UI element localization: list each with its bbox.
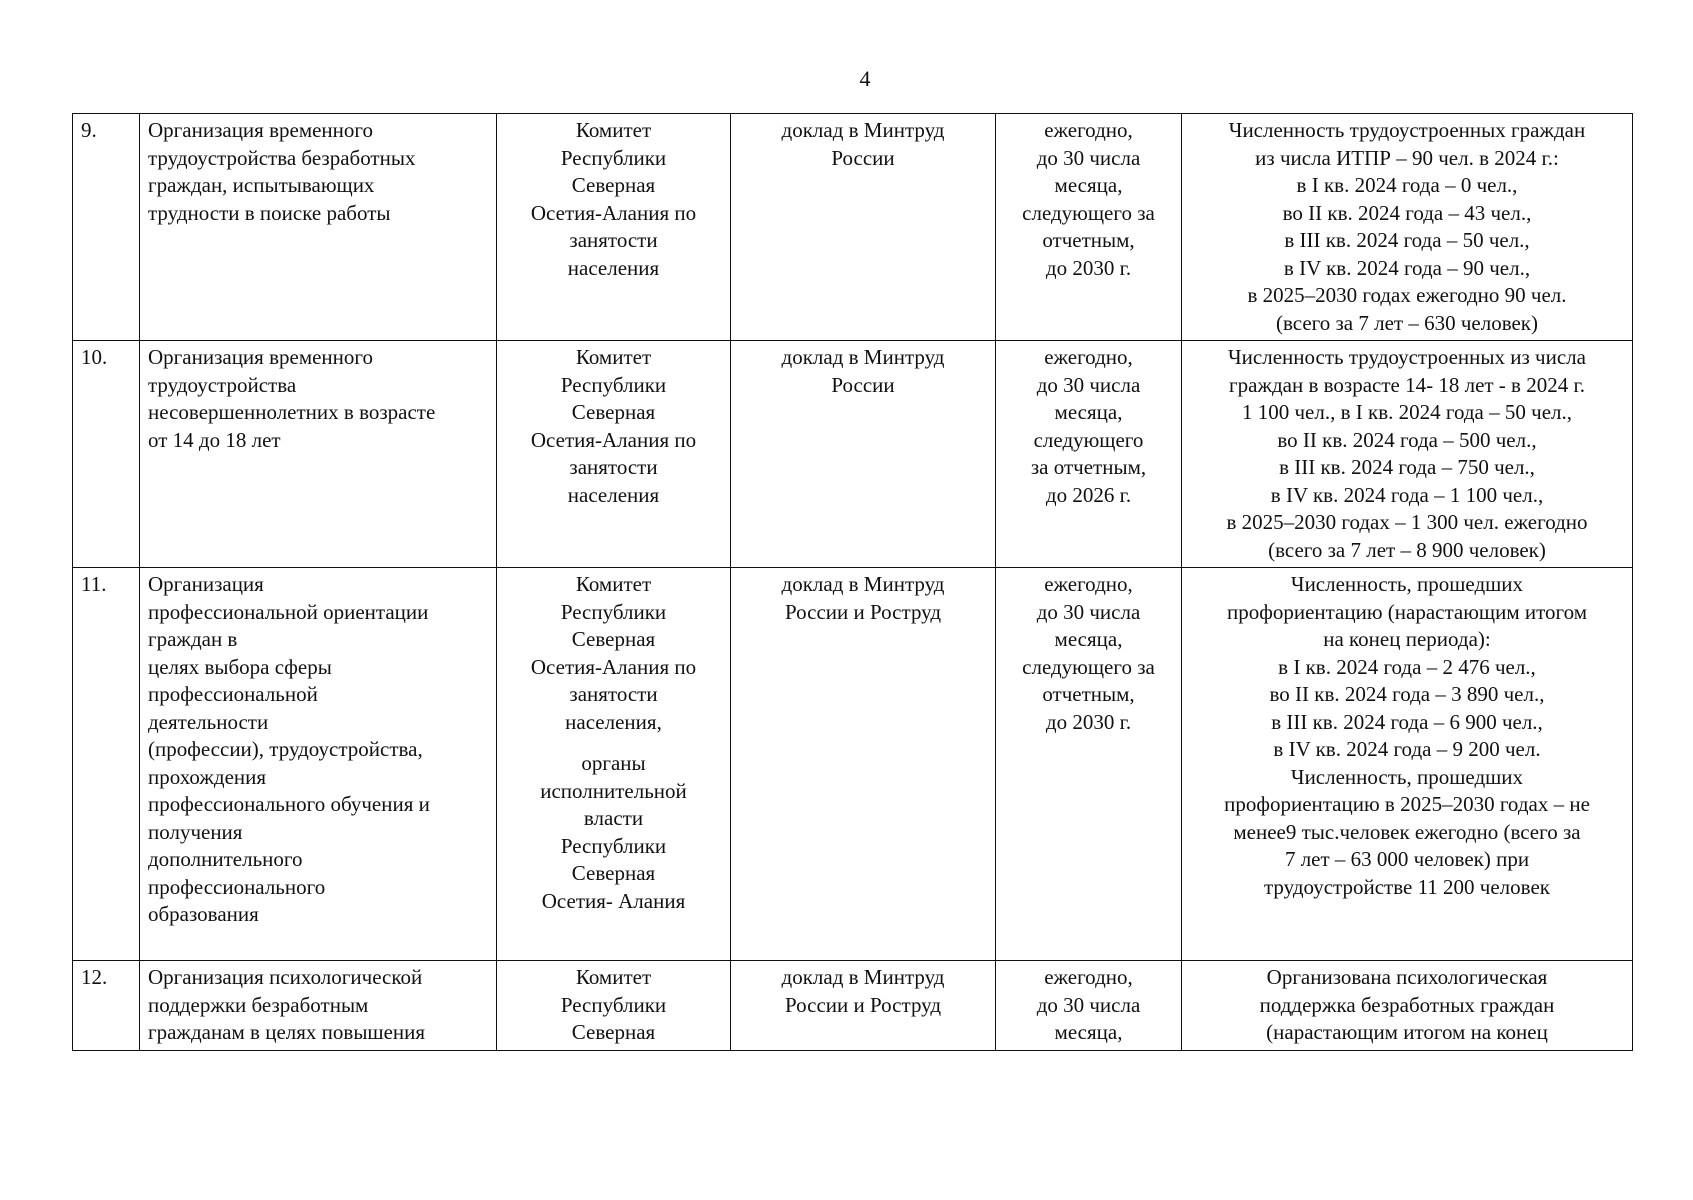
row-number: 12.: [73, 961, 140, 1051]
responsible-cell-line: Осетия-Алания по: [530, 200, 697, 225]
responsible-cell: [497, 568, 731, 961]
event-cell-line: Организация психологической: [148, 965, 423, 989]
deadline-cell-line: до 30 числа: [1036, 599, 1141, 624]
event-cell: [140, 568, 497, 961]
event-cell-line: несовершеннолетних в возрасте: [148, 400, 436, 424]
row-number: 10.: [73, 341, 140, 568]
deadline-cell-line: до 2026 г.: [1045, 482, 1132, 507]
result-cell-line: (всего за 7 лет – 630 человек): [1275, 310, 1539, 335]
deadline-cell: [996, 341, 1182, 568]
event-cell-line: профессиональной ориентации: [148, 599, 429, 624]
reporting-cell-line: доклад в Минтруд: [781, 572, 945, 596]
reporting-cell-line: России: [831, 372, 895, 397]
result-cell-line: в IV кв. 2024 года – 9 200 чел.: [1273, 737, 1541, 761]
reporting-cell-line: доклад в Минтруд: [781, 118, 945, 142]
result-cell-line: в III кв. 2024 года – 50 чел.,: [1284, 228, 1530, 252]
measures-table: [72, 113, 1633, 1051]
reporting-cell-line: России: [831, 145, 895, 170]
table-row: [73, 961, 1633, 1051]
event-cell-line: деятельности: [148, 709, 269, 734]
responsible-cell-line: Северная: [571, 173, 656, 197]
result-cell-line: в 2025–2030 годах – 1 300 чел. ежегодно: [1226, 510, 1588, 534]
responsible-cell-line: населения: [567, 255, 660, 280]
spacer: [505, 736, 722, 750]
result-cell-line: Численность трудоустроенных граждан: [1228, 118, 1586, 142]
event-cell-line: прохождения: [148, 764, 267, 789]
responsible-cell-line: Республики: [560, 372, 667, 397]
responsible-cell-line: Осетия-Алания по: [530, 427, 697, 452]
reporting-cell: [731, 114, 996, 341]
responsible-cell-line: Комитет: [575, 118, 652, 142]
result-cell-line: во II кв. 2024 года – 3 890 чел.,: [1269, 682, 1545, 706]
result-cell-line: (нарастающим итогом на конец: [1266, 1020, 1548, 1044]
event-cell-line: Организация: [148, 572, 264, 596]
reporting-cell-line: доклад в Минтруд: [781, 345, 945, 369]
event-cell-line: образования: [148, 902, 259, 926]
event-cell-line: Организация временного: [148, 345, 373, 369]
result-cell-line: поддержка безработных граждан: [1259, 992, 1555, 1017]
deadline-cell-line: месяца,: [1054, 173, 1123, 197]
event-cell-line: дополнительного: [148, 847, 303, 871]
event-cell-line: поддержки безработным: [148, 992, 369, 1017]
deadline-cell-line: за отчетным,: [1030, 455, 1147, 479]
event-cell-line: граждан в: [148, 627, 238, 651]
result-cell-line: Организована психологическая: [1266, 965, 1548, 989]
event-cell-line: профессиональной: [148, 682, 318, 706]
responsible-cell-line: занятости: [569, 228, 658, 252]
result-cell-line: в III кв. 2024 года – 6 900 чел.,: [1271, 709, 1543, 734]
deadline-cell-line: месяца,: [1054, 627, 1123, 651]
responsible-cell-line: Республики: [560, 992, 667, 1017]
responsible-cell-line: Северная: [571, 1020, 656, 1044]
result-cell-line: менее9 тыс.человек ежегодно (всего за: [1233, 819, 1581, 844]
result-cell-line: Численность, прошедших: [1290, 572, 1524, 596]
deadline-cell-line: ежегодно,: [1044, 965, 1133, 989]
result-cell: [1182, 568, 1633, 961]
responsible-cell: [497, 341, 731, 568]
deadline-cell-line: до 2030 г.: [1045, 709, 1132, 734]
result-cell-line: во II кв. 2024 года – 43 чел.,: [1282, 200, 1532, 225]
deadline-cell-line: следующего: [1033, 427, 1144, 452]
deadline-cell-line: до 30 числа: [1036, 992, 1141, 1017]
deadline-cell-line: ежегодно,: [1044, 118, 1133, 142]
responsible-cell-line: занятости: [569, 682, 658, 706]
result-cell-line: в III кв. 2024 года – 750 чел.,: [1279, 455, 1535, 479]
deadline-cell-line: отчетным,: [1042, 682, 1135, 706]
result-cell-line: в I кв. 2024 года – 2 476 чел.,: [1278, 654, 1536, 679]
responsible-cell-line: населения: [567, 482, 660, 507]
result-cell-line: в IV кв. 2024 года – 90 чел.,: [1283, 255, 1531, 280]
deadline-cell-line: следующего за: [1022, 200, 1155, 225]
event-cell-line: профессионального обучения и: [148, 792, 430, 816]
deadline-cell: [996, 114, 1182, 341]
table-row: [73, 341, 1633, 568]
deadline-cell: [996, 568, 1182, 961]
result-cell: [1182, 961, 1633, 1051]
reporting-cell: [731, 341, 996, 568]
responsible-cell-line: Осетия-Алания по: [530, 654, 697, 679]
deadline-cell-line: ежегодно,: [1044, 345, 1133, 369]
result-cell-line: Численность, прошедших: [1290, 764, 1524, 789]
responsible-cell-line: Северная: [571, 861, 656, 885]
responsible-cell-line: Осетия- Алания: [541, 888, 686, 913]
event-cell-line: трудоустройства безработных: [148, 145, 416, 170]
table-row: [73, 568, 1633, 961]
deadline-cell-line: следующего за: [1022, 654, 1155, 679]
result-cell-line: профориентацию в 2025–2030 годах – не: [1224, 792, 1590, 816]
result-cell-line: 7 лет – 63 000 человек) при: [1284, 847, 1530, 871]
deadline-cell-line: месяца,: [1054, 400, 1123, 424]
responsible-cell-line: Северная: [571, 627, 656, 651]
deadline-cell-line: до 2030 г.: [1045, 255, 1132, 280]
event-cell-line: профессионального: [148, 874, 326, 899]
result-cell-line: на конец периода):: [1323, 627, 1491, 651]
event-cell-line: трудности в поиске работы: [148, 200, 391, 225]
result-cell-line: профориентацию (нарастающим итогом: [1226, 599, 1587, 624]
event-cell: [140, 114, 497, 341]
deadline-cell-line: до 30 числа: [1036, 372, 1141, 397]
reporting-cell: [731, 568, 996, 961]
responsible-cell-line: исполнительной: [540, 778, 687, 803]
event-cell-line: Организация временного: [148, 118, 373, 142]
result-cell-line: (всего за 7 лет – 8 900 человек): [1268, 537, 1546, 562]
page-number: 4: [859, 66, 871, 91]
deadline-cell-line: ежегодно,: [1044, 572, 1133, 596]
responsible-cell-line: Комитет: [575, 345, 652, 369]
event-cell-line: (профессии), трудоустройства,: [148, 737, 423, 761]
table-row: [73, 114, 1633, 341]
reporting-cell-line: России и Роструд: [784, 992, 942, 1017]
event-cell-line: трудоустройства: [148, 372, 297, 397]
event-cell-line: целях выбора сферы: [148, 654, 332, 679]
deadline-cell: [996, 961, 1182, 1051]
responsible-cell-line: Северная: [571, 400, 656, 424]
responsible-cell-line: населения,: [565, 709, 662, 734]
deadline-cell-line: до 30 числа: [1036, 145, 1141, 170]
responsible-cell-line: власти: [583, 806, 644, 830]
result-cell-line: трудоустройстве 11 200 человек: [1264, 874, 1550, 899]
responsible-cell-line: Республики: [560, 145, 667, 170]
event-cell-line: получения: [148, 819, 243, 844]
event-cell-line: от 14 до 18 лет: [148, 427, 281, 452]
event-cell-line: гражданам в целях повышения: [148, 1020, 426, 1044]
responsible-cell-line: Республики: [560, 833, 667, 858]
result-cell-line: во II кв. 2024 года – 500 чел.,: [1277, 427, 1537, 452]
result-cell-line: в IV кв. 2024 года – 1 100 чел.,: [1270, 482, 1544, 507]
reporting-cell: [731, 961, 996, 1051]
result-cell: [1182, 341, 1633, 568]
event-cell: [140, 961, 497, 1051]
result-cell-line: Численность трудоустроенных из числа: [1228, 345, 1586, 369]
event-cell: [140, 341, 497, 568]
result-cell-line: граждан в возрасте 14- 18 лет - в 2024 г.: [1229, 372, 1585, 397]
deadline-cell-line: отчетным,: [1042, 228, 1135, 252]
result-cell-line: в 2025–2030 годах ежегодно 90 чел.: [1247, 283, 1567, 307]
responsible-cell-line: занятости: [569, 455, 658, 479]
result-cell: [1182, 114, 1633, 341]
responsible-cell-line: органы: [581, 751, 646, 775]
result-cell-line: 1 100 чел., в I кв. 2024 года – 50 чел.,: [1242, 400, 1572, 424]
result-cell-line: из числа ИТПР – 90 чел. в 2024 г.:: [1255, 145, 1559, 170]
responsible-cell: [497, 114, 731, 341]
responsible-cell: [497, 961, 731, 1051]
result-cell-line: в I кв. 2024 года – 0 чел.,: [1296, 173, 1518, 197]
reporting-cell-line: России и Роструд: [784, 599, 942, 624]
row-number: 11.: [73, 568, 140, 961]
row-number: 9.: [73, 114, 140, 341]
event-cell-line: граждан, испытывающих: [148, 173, 375, 197]
responsible-cell-line: Республики: [560, 599, 667, 624]
reporting-cell-line: доклад в Минтруд: [781, 965, 945, 989]
responsible-cell-line: Комитет: [575, 572, 652, 596]
responsible-cell-line: Комитет: [575, 965, 652, 989]
deadline-cell-line: месяца,: [1054, 1020, 1123, 1044]
